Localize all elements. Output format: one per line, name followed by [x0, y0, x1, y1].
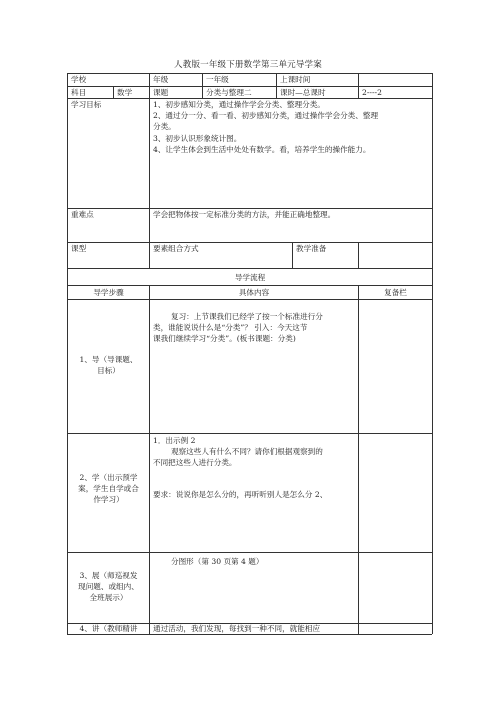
step-line: 1、导（导课题、 — [79, 355, 138, 364]
school-label: 学校 — [71, 75, 87, 84]
step-line: 全班展示） — [89, 593, 128, 603]
content-line: 观察这些人有什么不同？请你们根据观察到的 — [171, 447, 323, 457]
lesson-type-label: 课型 — [71, 244, 87, 253]
content-line: 类，谁能说说什么是“分类”？ 引入：今天这节 — [153, 323, 308, 333]
subject-label: 科目 — [71, 88, 87, 97]
document-title: 人教版一年级下册数学第三单元导学案 — [174, 60, 322, 70]
topic-value: 分类与整理二 — [206, 88, 252, 97]
topic-label: 课题 — [153, 88, 169, 97]
goals-label: 学习目标 — [71, 100, 102, 109]
col-steps-header: 导学步骤 — [93, 288, 124, 297]
goal-line: 1、初步感知分类，通过操作学会分类、整理分类。 — [153, 100, 325, 109]
step-line: 目标） — [97, 366, 120, 376]
flow-step-3 — [68, 570, 149, 610]
period-label: 课时—总课时 — [280, 88, 326, 97]
content-line: 1．出示例 2 — [153, 436, 196, 445]
class-time-label: 上课时间 — [280, 75, 311, 84]
content-line: 课我们继续学习“分类”。(板书课题：分类) — [153, 334, 296, 344]
goal-line: 2、通过分一分、看一看、初步感知分类，通过操作学会分类、整理 — [153, 111, 379, 121]
goal-line: 4、让学生体会到生活中处处有数学。看，培养学生的操作能力。 — [153, 144, 371, 154]
content-line: 复习：上节课我们已经学了按一个标准进行分 — [171, 312, 323, 321]
step-line: 案，学生自学或合 — [78, 484, 139, 494]
content-line: 要求：说说你是怎么分的，再听听别人是怎么分 2、 — [153, 489, 328, 499]
step-line: 作学习） — [93, 495, 124, 505]
goal-line: 分类。 — [153, 122, 176, 132]
prep-label: 教学准备 — [296, 244, 327, 253]
flow-step-2 — [68, 472, 149, 512]
method-label: 要素组合方式 — [153, 244, 199, 253]
key-points-text: 学会把物体按一定标准分类的方法，并能正确地整理。 — [153, 210, 336, 219]
subject-value: 数学 — [117, 88, 133, 97]
grade-value: 一年级 — [206, 75, 229, 84]
content-line: 通过活动，我们发现，每找到一种不同，就能相应 — [153, 624, 321, 633]
content-line: 分图形（第 30 页第 4 题） — [171, 557, 264, 566]
grade-label: 年级 — [153, 75, 169, 84]
step-line: 现问题、或组内、 — [78, 582, 139, 592]
col-content-header: 具体内容 — [238, 288, 270, 297]
content-line: 不同把这些人进行分类。 — [153, 458, 237, 468]
flow-heading: 导学流程 — [234, 273, 266, 282]
key-points-label: 重难点 — [71, 210, 94, 219]
step-line: 4、讲（教师精讲 — [79, 624, 138, 633]
flow-step-4 — [68, 623, 149, 634]
goal-line: 3、初步认识形象统计图。 — [153, 133, 242, 143]
period-value: 2----2 — [362, 88, 382, 97]
goals-content — [150, 99, 431, 207]
flow-content-1 — [150, 311, 357, 351]
flow-step-1 — [68, 354, 149, 380]
flow-content-4 — [150, 623, 357, 634]
col-notes-header: 复备栏 — [384, 288, 407, 297]
step-line: 3、展（师巡视发 — [79, 571, 138, 580]
step-line: 2、学（出示预学 — [79, 473, 138, 482]
flow-content-2 — [150, 435, 357, 550]
flow-content-3 — [150, 556, 357, 570]
